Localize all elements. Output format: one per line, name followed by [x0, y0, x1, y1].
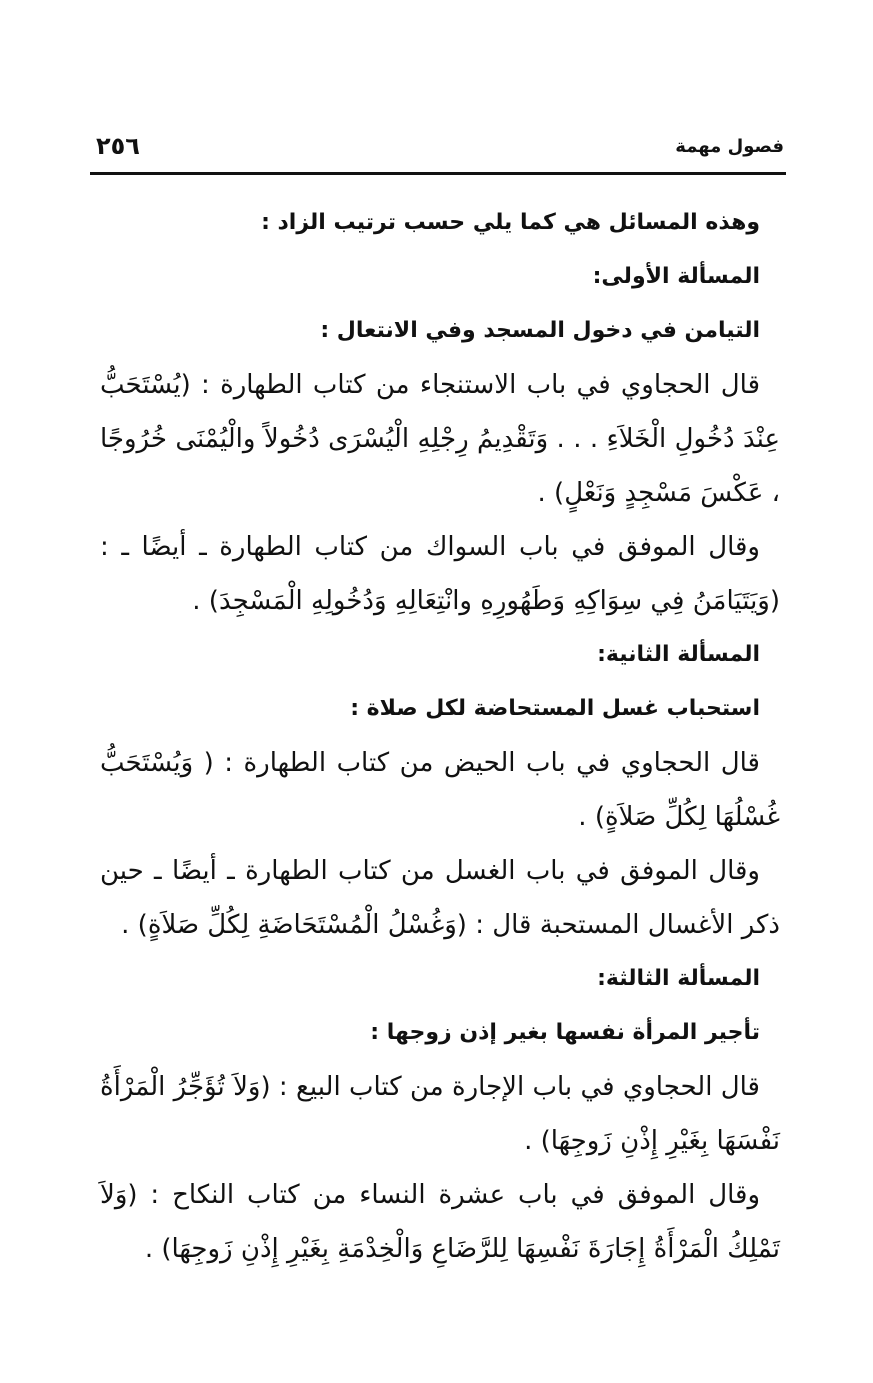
section-title-1: التيامن في دخول المسجد وفي الانتعال :	[320, 318, 760, 343]
header-rule	[90, 172, 786, 175]
section-heading-2: المسألة الثانية:	[597, 642, 760, 667]
intro-line: وهذه المسائل هي كما يلي حسب ترتيب الزاد :	[261, 210, 760, 235]
paragraph-muwaffaq-3: وقال الموفق في باب عشرة النساء من كتاب النكاح : (وَلاَ تَمْلِكُ الْمَرْأَةُ إِجَارَةَ نَفْسِهَا لِلرَّضَاعِ وَالْخِدْمَةِ بِغَيْرِ إِذْنِ زَوجِهَا) .	[100, 1180, 780, 1264]
page-number: ٢٥٦	[96, 132, 140, 160]
section-title-3: تأجير المرأة نفسها بغير إذن زوجها :	[370, 1020, 760, 1045]
section-title-2: استحباب غسل المستحاضة لكل صلاة :	[350, 696, 760, 721]
paragraph-hajjawi-3: قال الحجاوي في باب الإجارة من كتاب البيع : (وَلاَ تُؤَجِّرُ الْمَرْأَةُ نَفْسَهَا بِغَيْرِ إِذْنِ زَوجِهَا) .	[100, 1072, 780, 1156]
section-heading-3: المسألة الثالثة:	[597, 966, 760, 991]
paragraph-hajjawi-2: قال الحجاوي في باب الحيض من كتاب الطهارة : ( وَيُسْتَحَبُّ غُسْلُهَا لِكُلِّ صَلاَةٍ) .	[100, 748, 780, 832]
running-title: فصول مهمة	[675, 135, 784, 157]
section-heading-1: المسألة الأولى:	[592, 264, 760, 289]
paragraph-hajjawi-1: قال الحجاوي في باب الاستنجاء من كتاب الطهارة : (يُسْتَحَبُّ عِنْدَ دُخُولِ الْخَلاَءِ . . . وَتَقْدِيمُ رِجْلِهِ الْيُسْرَى دُخُولاً والْيُمْنَى خُرُوجًا ، عَكْسَ مَسْجِدٍ وَنَعْلٍ) .	[100, 370, 780, 508]
paragraph-muwaffaq-1: وقال الموفق في باب السواك من كتاب الطهارة ـ أيضًا ـ : (وَيَتَيَامَنُ فِي سِوَاكِهِ وَطَهُورِهِ وانْتِعَالِهِ وَدُخُولِهِ الْمَسْجِدَ) .	[100, 532, 780, 616]
paragraph-muwaffaq-2: وقال الموفق في باب الغسل من كتاب الطهارة ـ أيضًا ـ حين ذكر الأغسال المستحبة قال : (وَغُسْلُ الْمُسْتَحَاضَةِ لِكُلِّ صَلاَةٍ) .	[100, 856, 780, 940]
page-body	[100, 196, 780, 1276]
page-header	[96, 126, 784, 166]
